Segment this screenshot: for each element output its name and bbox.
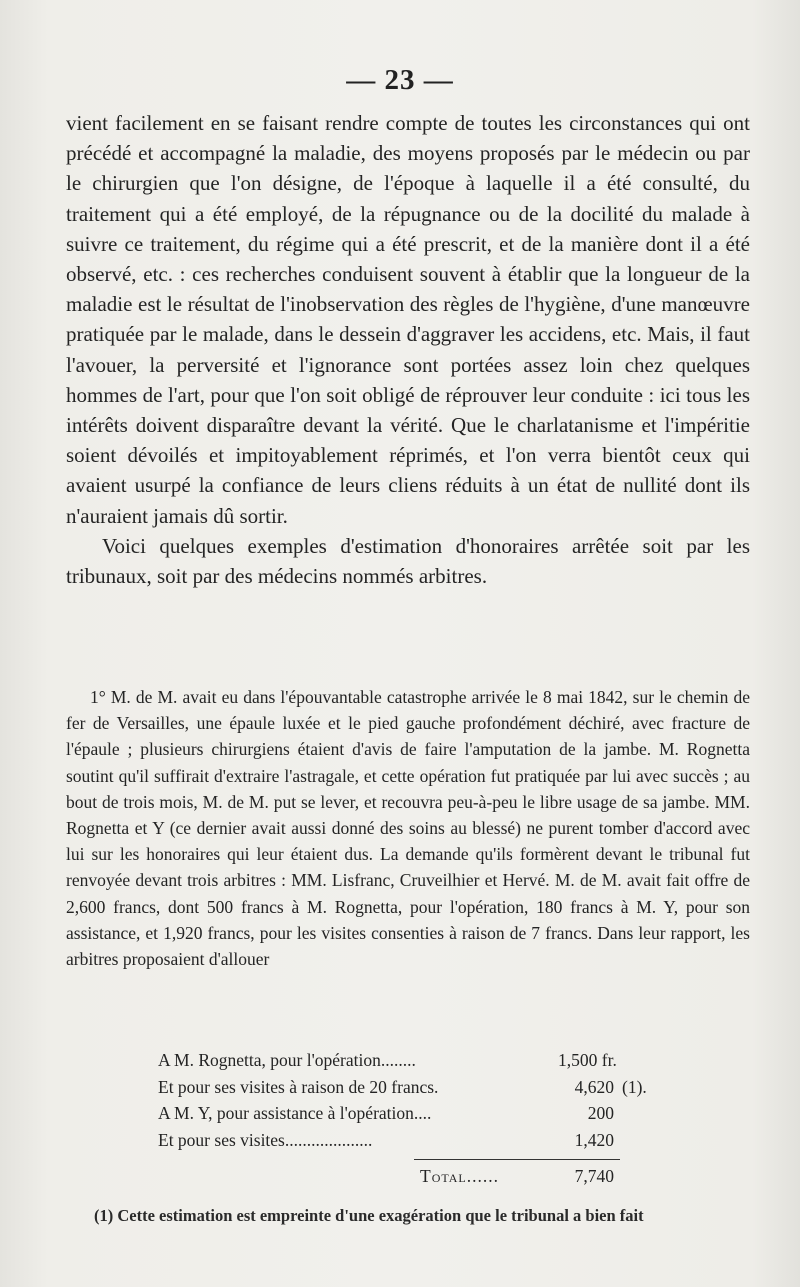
fee-label: Et pour ses visites....................	[158, 1129, 373, 1150]
fee-label: Et pour ses visites à raison de 20 francs.	[158, 1076, 439, 1097]
paragraph-examples-intro: Voici quelques exemples d'estimation d'honoraires arrêtée soit par les tribunaux, soit par des médecins nommés arbitres.	[66, 533, 750, 589]
fee-amount: 1,500 fr.	[558, 1050, 617, 1070]
example-paragraph: 1° M. de M. avait eu dans l'épouvantable catastrophe arrivée le 8 mai 1842, sur le chemin de fer de Versailles, une épaule luxée et le pied gauche profondément déchiré, avec fracture de l'épaule ; plusieurs chirurgiens étaient d'avis de faire l'amputation de la jambe. M. Rognetta soutint qu'il suffirait d'extraire l'astragale, et cette opération fut pratiquée par lui avec succès ; au bout de trois mois, M. de M. put se lever, et recouvra peu-à-peu le libre usage de sa jambe. MM. Rognetta et Y (ce dernier avait aussi donné des soins au blessé) ne purent tomber d'accord avec lui sur les honoraires qui leur étaient dus. La demande qu'ils formèrent devant le tribunal fut renvoyée devant trois arbitres : MM. Lisfranc, Cruveilhier et Hervé. M. de M. avait fait offre de 2,600 francs, dont 500 francs à M. Rognetta, pour l'opération, 180 francs à M. Y, pour son assistance, et 1,920 francs, pour les visites consenties à raison de 7 francs. Dans leur rapport, les arbitres proposaient d'allouer	[66, 687, 750, 970]
example-text	[66, 684, 750, 972]
footnote: (1) Cette estimation est empreinte d'une exagération que le tribunal a bien fait	[94, 1206, 644, 1225]
total-row	[420, 1166, 614, 1187]
fee-label: A M. Y, pour assistance à l'opération....	[158, 1103, 432, 1123]
page-number: — 23 —	[346, 64, 454, 96]
fee-amount: 200	[587, 1103, 614, 1123]
fee-amount: 4,620	[574, 1076, 614, 1097]
fee-note: (1).	[622, 1076, 647, 1097]
paragraph-continuation: vient facilement en se faisant rendre compte de toutes les circonstances qui ont précédé et accompagné la maladie, des moyens proposés par le médecin ou par le chirurgien que l'on désigne, de l'époque à laquelle il a été consulté, du traitement qui a été employé, de la répugnance ou de la docilité du malade à suivre ce traitement, du régime qui a été prescrit, et de la manière dont il a été observé, etc. : ces recherches conduisent souvent à établir que la longueur de la maladie est le résultat de l'inobservation des règles de l'hygiène, d'une manœuvre pratiquée par le malade, dans le dessein d'aggraver les accidens, etc. Mais, il faut l'avouer, la perversité et l'ignorance sont portées assez loin chez quelques hommes de l'art, pour que l'on soit obligé de réprouver leur conduite : ici tous les intérêts doivent disparaître devant la vérité. Que le charlatanisme et l'impéritie soient dévoilés et impitoyablement réprimés, et l'on verra bientôt ceux qui avaient usurpé la confiance de leurs cliens réduits à un état de nullité dont ils n'auraient jamais dû sortir.	[66, 111, 750, 528]
main-text	[66, 108, 750, 591]
total-value: 7,740	[574, 1166, 614, 1186]
total-rule	[414, 1159, 620, 1160]
fee-label: A M. Rognetta, pour l'opération........	[158, 1050, 416, 1070]
fee-amount: 1,420	[574, 1129, 614, 1150]
total-label: Total......	[420, 1166, 499, 1186]
